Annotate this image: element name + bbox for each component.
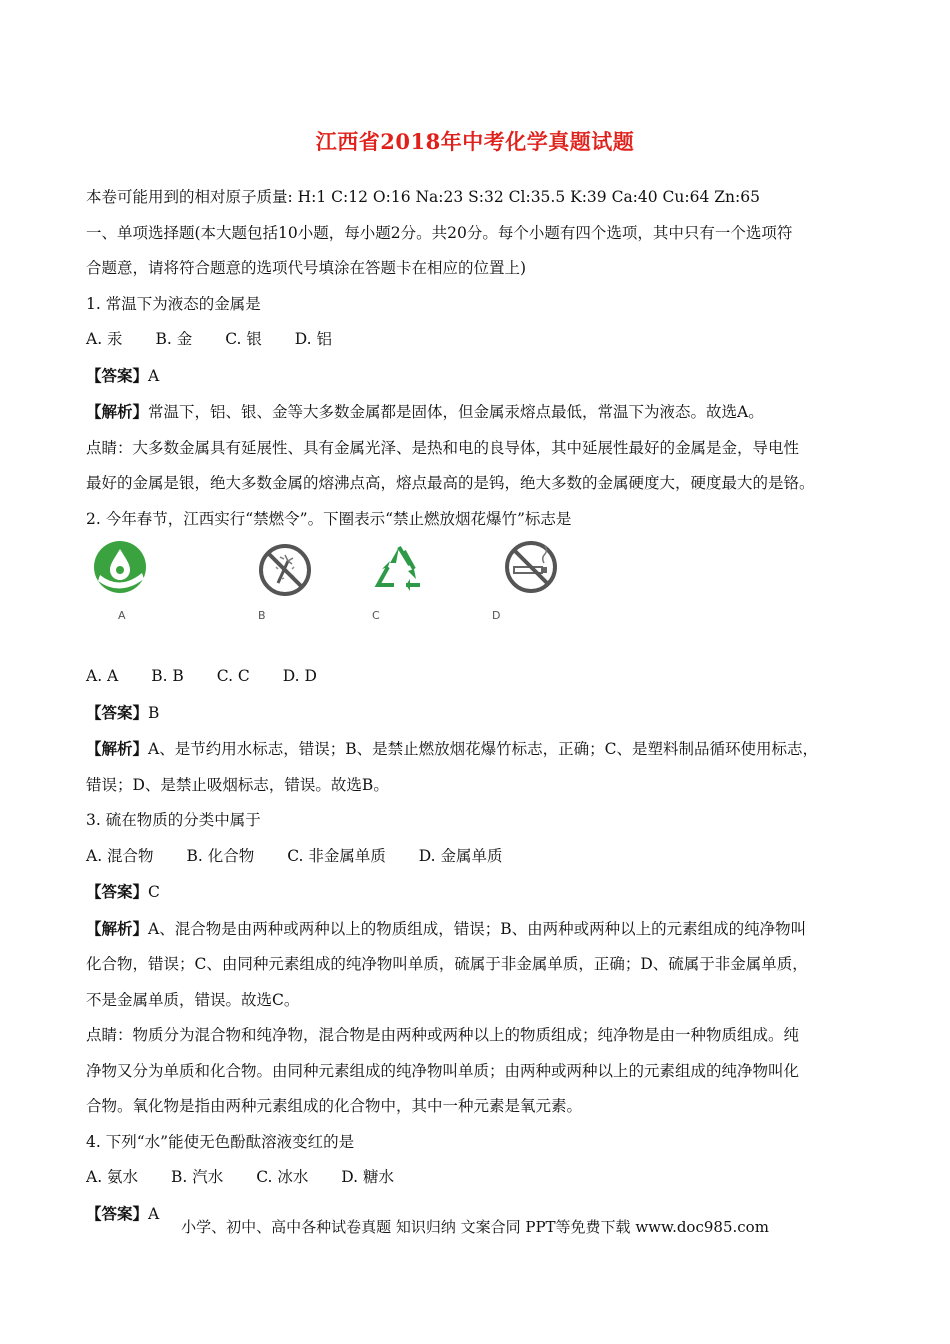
q2-option-c: C. C <box>216 667 250 685</box>
q2-option-b: B. B <box>151 667 184 685</box>
no-smoking-icon <box>500 539 562 601</box>
q4-option-c: C. 冰水 <box>256 1168 309 1186</box>
q1-analysis-text: 常温下，铝、银、金等大多数金属都是固体，但金属汞熔点最低，常温下为液态。故选A。 <box>148 403 764 421</box>
q3-note-line-2: 净物又分为单质和化合物。由同种元素组成的纯净物叫单质；由两种或两种以上的元素组成的纯净物叫化 <box>86 1061 800 1080</box>
q3-analysis-line-2: 化合物，错误；C、由同种元素组成的纯净物叫单质，硫属于非金属单质，正确；D、硫属于非金属单质， <box>86 955 808 973</box>
q3-analysis-line-3: 不是金属单质，错误。故选C。 <box>86 990 300 1009</box>
q3-options <box>86 839 876 875</box>
q3-stem: 3. 硫在物质的分类中属于 <box>86 811 261 829</box>
q2-sign-images <box>86 539 876 655</box>
recycling-icon <box>368 539 430 601</box>
q1-options <box>86 322 876 358</box>
q2-analysis-line-1 <box>86 731 876 768</box>
water-saving-icon <box>92 539 154 601</box>
answer-label: 【答案】 <box>86 365 149 385</box>
analysis-label: 【解析】 <box>86 739 149 758</box>
q3-answer <box>86 874 876 911</box>
q1-stem: 1. 常温下为液态的金属是 <box>86 294 261 313</box>
sign-a <box>92 539 162 622</box>
q1-answer-value: A <box>148 366 160 385</box>
q2-analysis-line-2: 错误；D、是禁止吸烟标志，错误。故选B。 <box>86 775 389 794</box>
q2-answer-value: B <box>148 703 160 722</box>
q3-option-c: C. 非金属单质 <box>287 846 386 865</box>
q2-options <box>86 659 876 695</box>
q1-note-line-2: 最好的金属是银，绝大多数金属的熔沸点高，熔点最高的是钨，绝大多数的金属硬度大，硬度最大的是铬。 <box>86 474 815 492</box>
q1-option-c: C. 银 <box>225 330 262 348</box>
sign-b-label: B <box>258 609 266 622</box>
q2-analysis-text-1: A、是节约用水标志，错误；B、是禁止燃放烟花爆竹标志，正确；C、是塑料制品循环使用标志， <box>148 740 818 758</box>
analysis-label: 【解析】 <box>86 402 149 421</box>
analysis-label: 【解析】 <box>86 918 149 938</box>
no-fireworks-icon <box>254 539 316 601</box>
q3-option-d: D. 金属单质 <box>418 846 503 865</box>
answer-label: 【答案】 <box>86 882 149 901</box>
answer-label: 【答案】 <box>86 702 149 722</box>
q3-option-a: A. 混合物 <box>86 846 154 865</box>
q3-analysis-line-1 <box>86 911 876 948</box>
q4-stem: 4. 下列“水”能使无色酚酞溶液变红的是 <box>86 1132 355 1151</box>
sign-a-label: A <box>118 609 126 622</box>
q3-answer-value: C <box>148 883 160 901</box>
sign-c <box>368 539 438 622</box>
q3-note-line-3: 合物。氧化物是指由两种元素组成的化合物中，其中一种元素是氧元素。 <box>86 1097 583 1115</box>
q4-option-b: B. 汽水 <box>171 1168 224 1186</box>
q3-analysis-text-1: A、混合物是由两种或两种以上的物质组成，错误；B、由两种或两种以上的元素组成的纯净物叫 <box>148 919 807 938</box>
sign-d-label: D <box>492 609 501 622</box>
q1-option-b: B. 金 <box>155 330 193 348</box>
answer-label: 【答案】 <box>86 1203 149 1223</box>
page-footer[interactable]: 小学、初中、高中各种试卷真题 知识归纳 文案合同 PPT等免费下载 www.doc985.com <box>181 1218 769 1236</box>
q4-answer-value: A <box>148 1204 160 1223</box>
q4-option-d: D. 糖水 <box>341 1168 395 1186</box>
sign-c-label: C <box>372 609 380 622</box>
q1-option-d: D. 铝 <box>294 330 333 348</box>
page-title: 江西省2018年中考化学真题试题 <box>315 129 635 154</box>
q1-analysis <box>86 394 876 431</box>
q2-stem: 2. 今年春节，江西实行“禁燃令”。下圈表示“禁止燃放烟花爆竹”标志是 <box>86 509 572 528</box>
q4-options <box>86 1160 876 1196</box>
section-header-line-1: 一、单项选择题(本大题包括10小题，每小题2分。共20分。每个小题有四个选项，其中只有一个选项符 <box>86 223 793 242</box>
q1-note-line-1: 点睛：大多数金属具有延展性、具有金属光泽、是热和电的良导体，其中延展性最好的金属是金，导电性 <box>86 438 800 457</box>
sign-d <box>492 539 570 622</box>
q3-note-line-1: 点睛：物质分为混合物和纯净物，混合物是由两种或两种以上的物质组成；纯净物是由一种物质组成。纯 <box>86 1026 800 1044</box>
q1-answer <box>86 358 876 395</box>
atomic-masses: 本卷可能用到的相对原子质量: H:1 C:12 O:16 Na:23 S:32 Cl:35.5 K:39 Ca:40 Cu:64 Zn:65 <box>86 188 760 206</box>
exam-content <box>86 180 876 1232</box>
section-header-line-2: 合题意，请将符合题意的选项代号填涂在答题卡在相应的位置上) <box>86 259 527 277</box>
q2-option-a: A. A <box>86 667 119 685</box>
sign-b <box>254 539 324 622</box>
q4-option-a: A. 氨水 <box>86 1168 139 1186</box>
q1-option-a: A. 汞 <box>86 330 123 348</box>
q2-answer <box>86 695 876 732</box>
q2-option-d: D. D <box>282 667 317 685</box>
q3-option-b: B. 化合物 <box>186 846 255 865</box>
